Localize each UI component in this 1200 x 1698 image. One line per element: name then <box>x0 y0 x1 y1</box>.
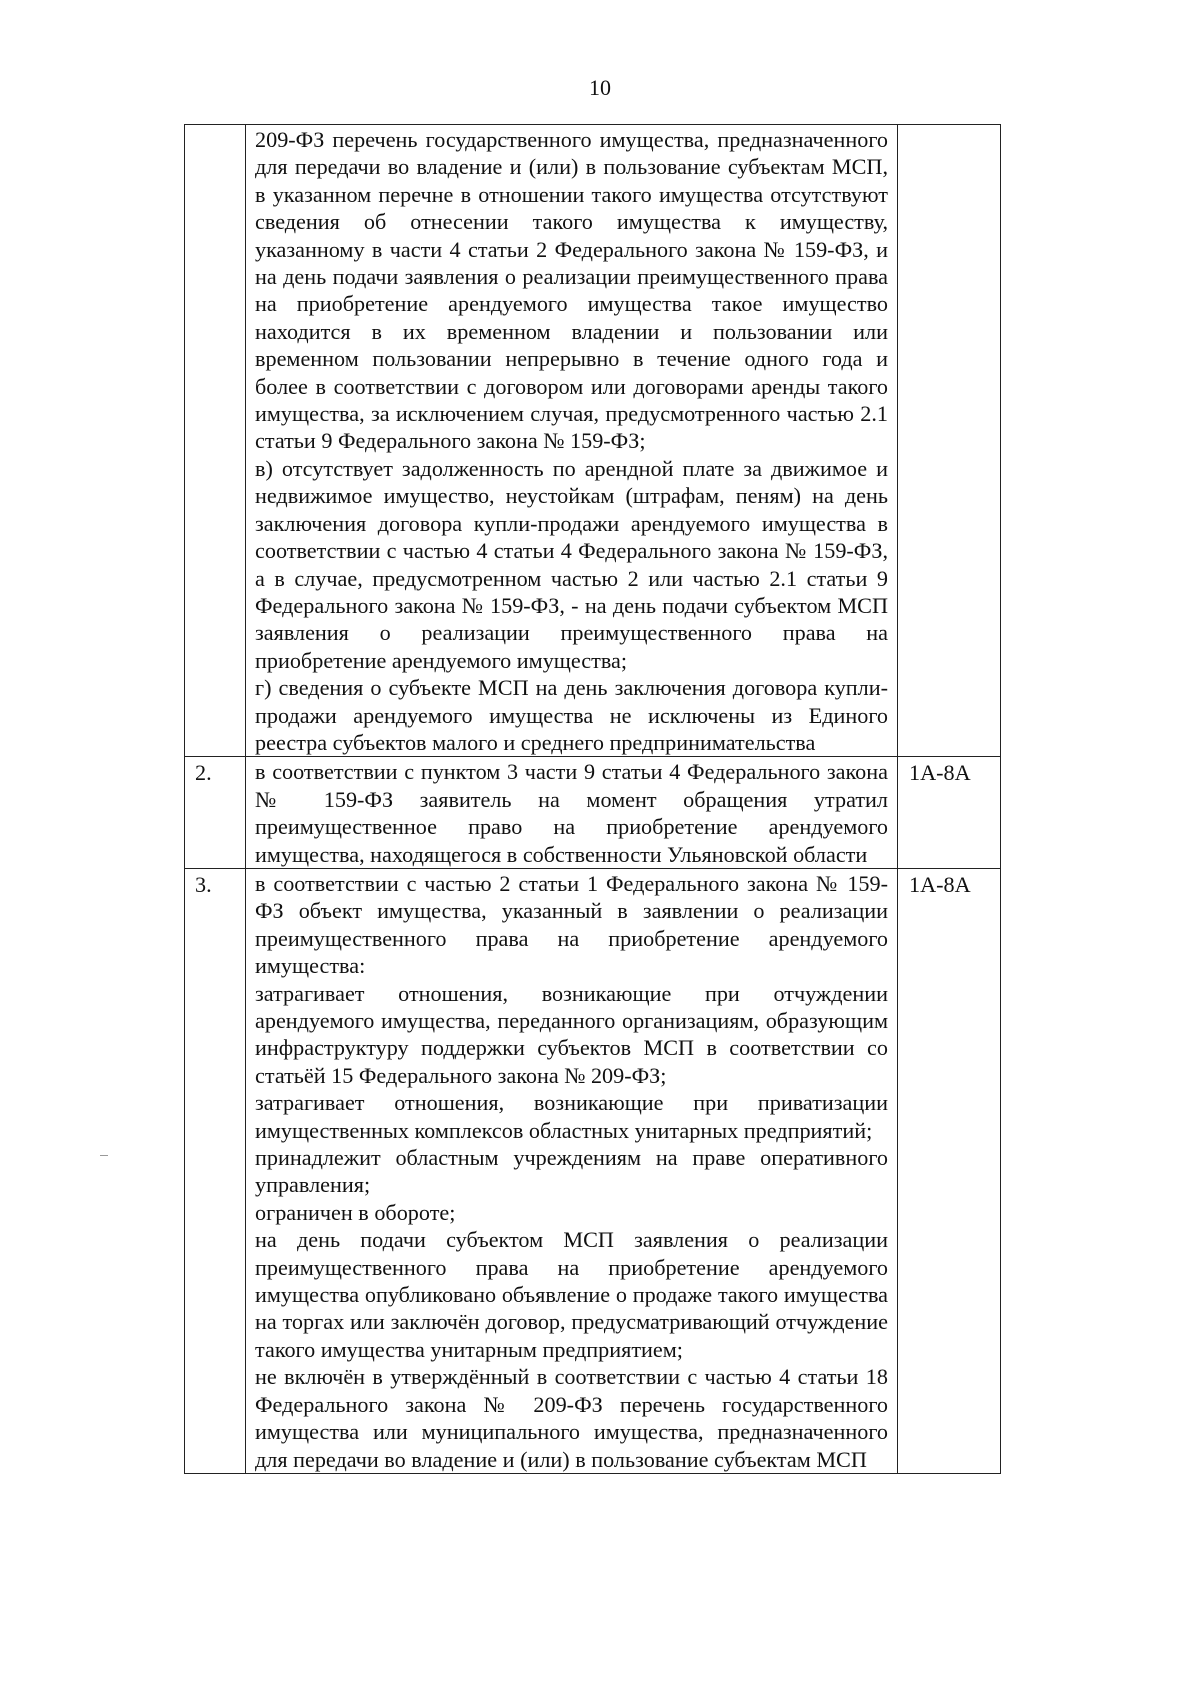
description-cell <box>246 125 898 757</box>
paragraph: в соответствии с пунктом 3 части 9 статьи 4 Федерального закона № 159-ФЗ заявитель на момент обращения утратил преимущественное право на приобретение арендуемого имущества, находящегося в собственности Ульяновской области <box>255 759 888 867</box>
table-row <box>185 757 1001 869</box>
page-number: 10 <box>589 75 611 100</box>
description-cell <box>246 757 898 869</box>
row-number-cell: 3. <box>185 868 246 1473</box>
paragraph: ограничен в обороте; <box>255 1199 456 1225</box>
paragraph: затрагивает отношения, возникающие при приватизации имущественных комплексов областных унитарных предприятий; <box>255 1090 888 1143</box>
criteria-table <box>184 124 1001 1474</box>
paragraph: в соответствии с частью 2 статьи 1 Федерального закона № 159-ФЗ объект имущества, указанный в заявлении о реализации преимущественного права на приобретение арендуемого имущества: <box>255 870 888 979</box>
code-cell: 1А-8А <box>898 868 1001 1473</box>
row-number-cell <box>185 125 246 757</box>
table-row <box>185 125 1001 757</box>
code-cell: 1А-8А <box>898 757 1001 869</box>
row-number-cell: 2. <box>185 757 246 869</box>
paragraph: на день подачи субъектом МСП заявления о реализации преимущественного права на приобретение арендуемого имущества опубликовано объявление о продаже такого имущества на торгах или заключён договор, предусматривающий отчуждение такого имущества унитарным предприятием; <box>255 1227 888 1362</box>
paragraph: в) отсутствует задолженность по арендной плате за движимое и недвижимое имущество, неустойкам (штрафам, пеням) на день заключения договора купли-продажи арендуемого имущества в соответствии с частью 4 статьи 4 Федерального закона № 159-ФЗ, а в случае, предусмотренном частью 2 или частью 2.1 статьи 9 Федерального закона № 159-ФЗ, - на день подачи субъектом МСП заявления о реализации преимущественного права на приобретение арендуемого имущества; <box>255 455 888 673</box>
paragraph: 209-ФЗ перечень государственного имущества, предназначенного для передачи во владение и (или) в пользование субъектам МСП, в указанном перечне в отношении такого имущества отсутствуют сведения об отнесении такого имущества к имуществу, указанному в части 4 статьи 2 Федерального закона № 159-ФЗ, и на день подачи заявления о реализации преимущественного права на приобретение арендуемого имущества такое имущество находится в их временном владении и пользовании или временном пользовании непрерывно в течение одного года и более в соответствии с договором или договорами аренды такого имущества, за исключением случая, предусмотренного частью 2.1 статьи 9 Федерального закона № 159-ФЗ; <box>255 127 888 454</box>
paragraph: затрагивает отношения, возникающие при отчуждении арендуемого имущества, переданного организациям, образующим инфраструктуру поддержки субъектов МСП в соответствии со статьёй 15 Федерального закона № 209-ФЗ; <box>255 980 888 1088</box>
code-cell <box>898 125 1001 757</box>
paragraph: принадлежит областным учреждениям на праве оперативного управления; <box>255 1145 888 1198</box>
paragraph: г) сведения о субъекте МСП на день заключения договора купли-продажи арендуемого имущества не исключены из Единого реестра субъектов малого и среднего предпринимательства <box>255 675 888 755</box>
paragraph: не включён в утверждённый в соответствии с частью 4 статьи 18 Федерального закона № 209-ФЗ перечень государственного имущества или муниципального имущества, предназначенного для передачи во владение и (или) в пользование субъектам МСП <box>255 1364 888 1472</box>
description-cell <box>246 868 898 1473</box>
table-row <box>185 868 1001 1473</box>
scan-artifact <box>100 1155 108 1156</box>
